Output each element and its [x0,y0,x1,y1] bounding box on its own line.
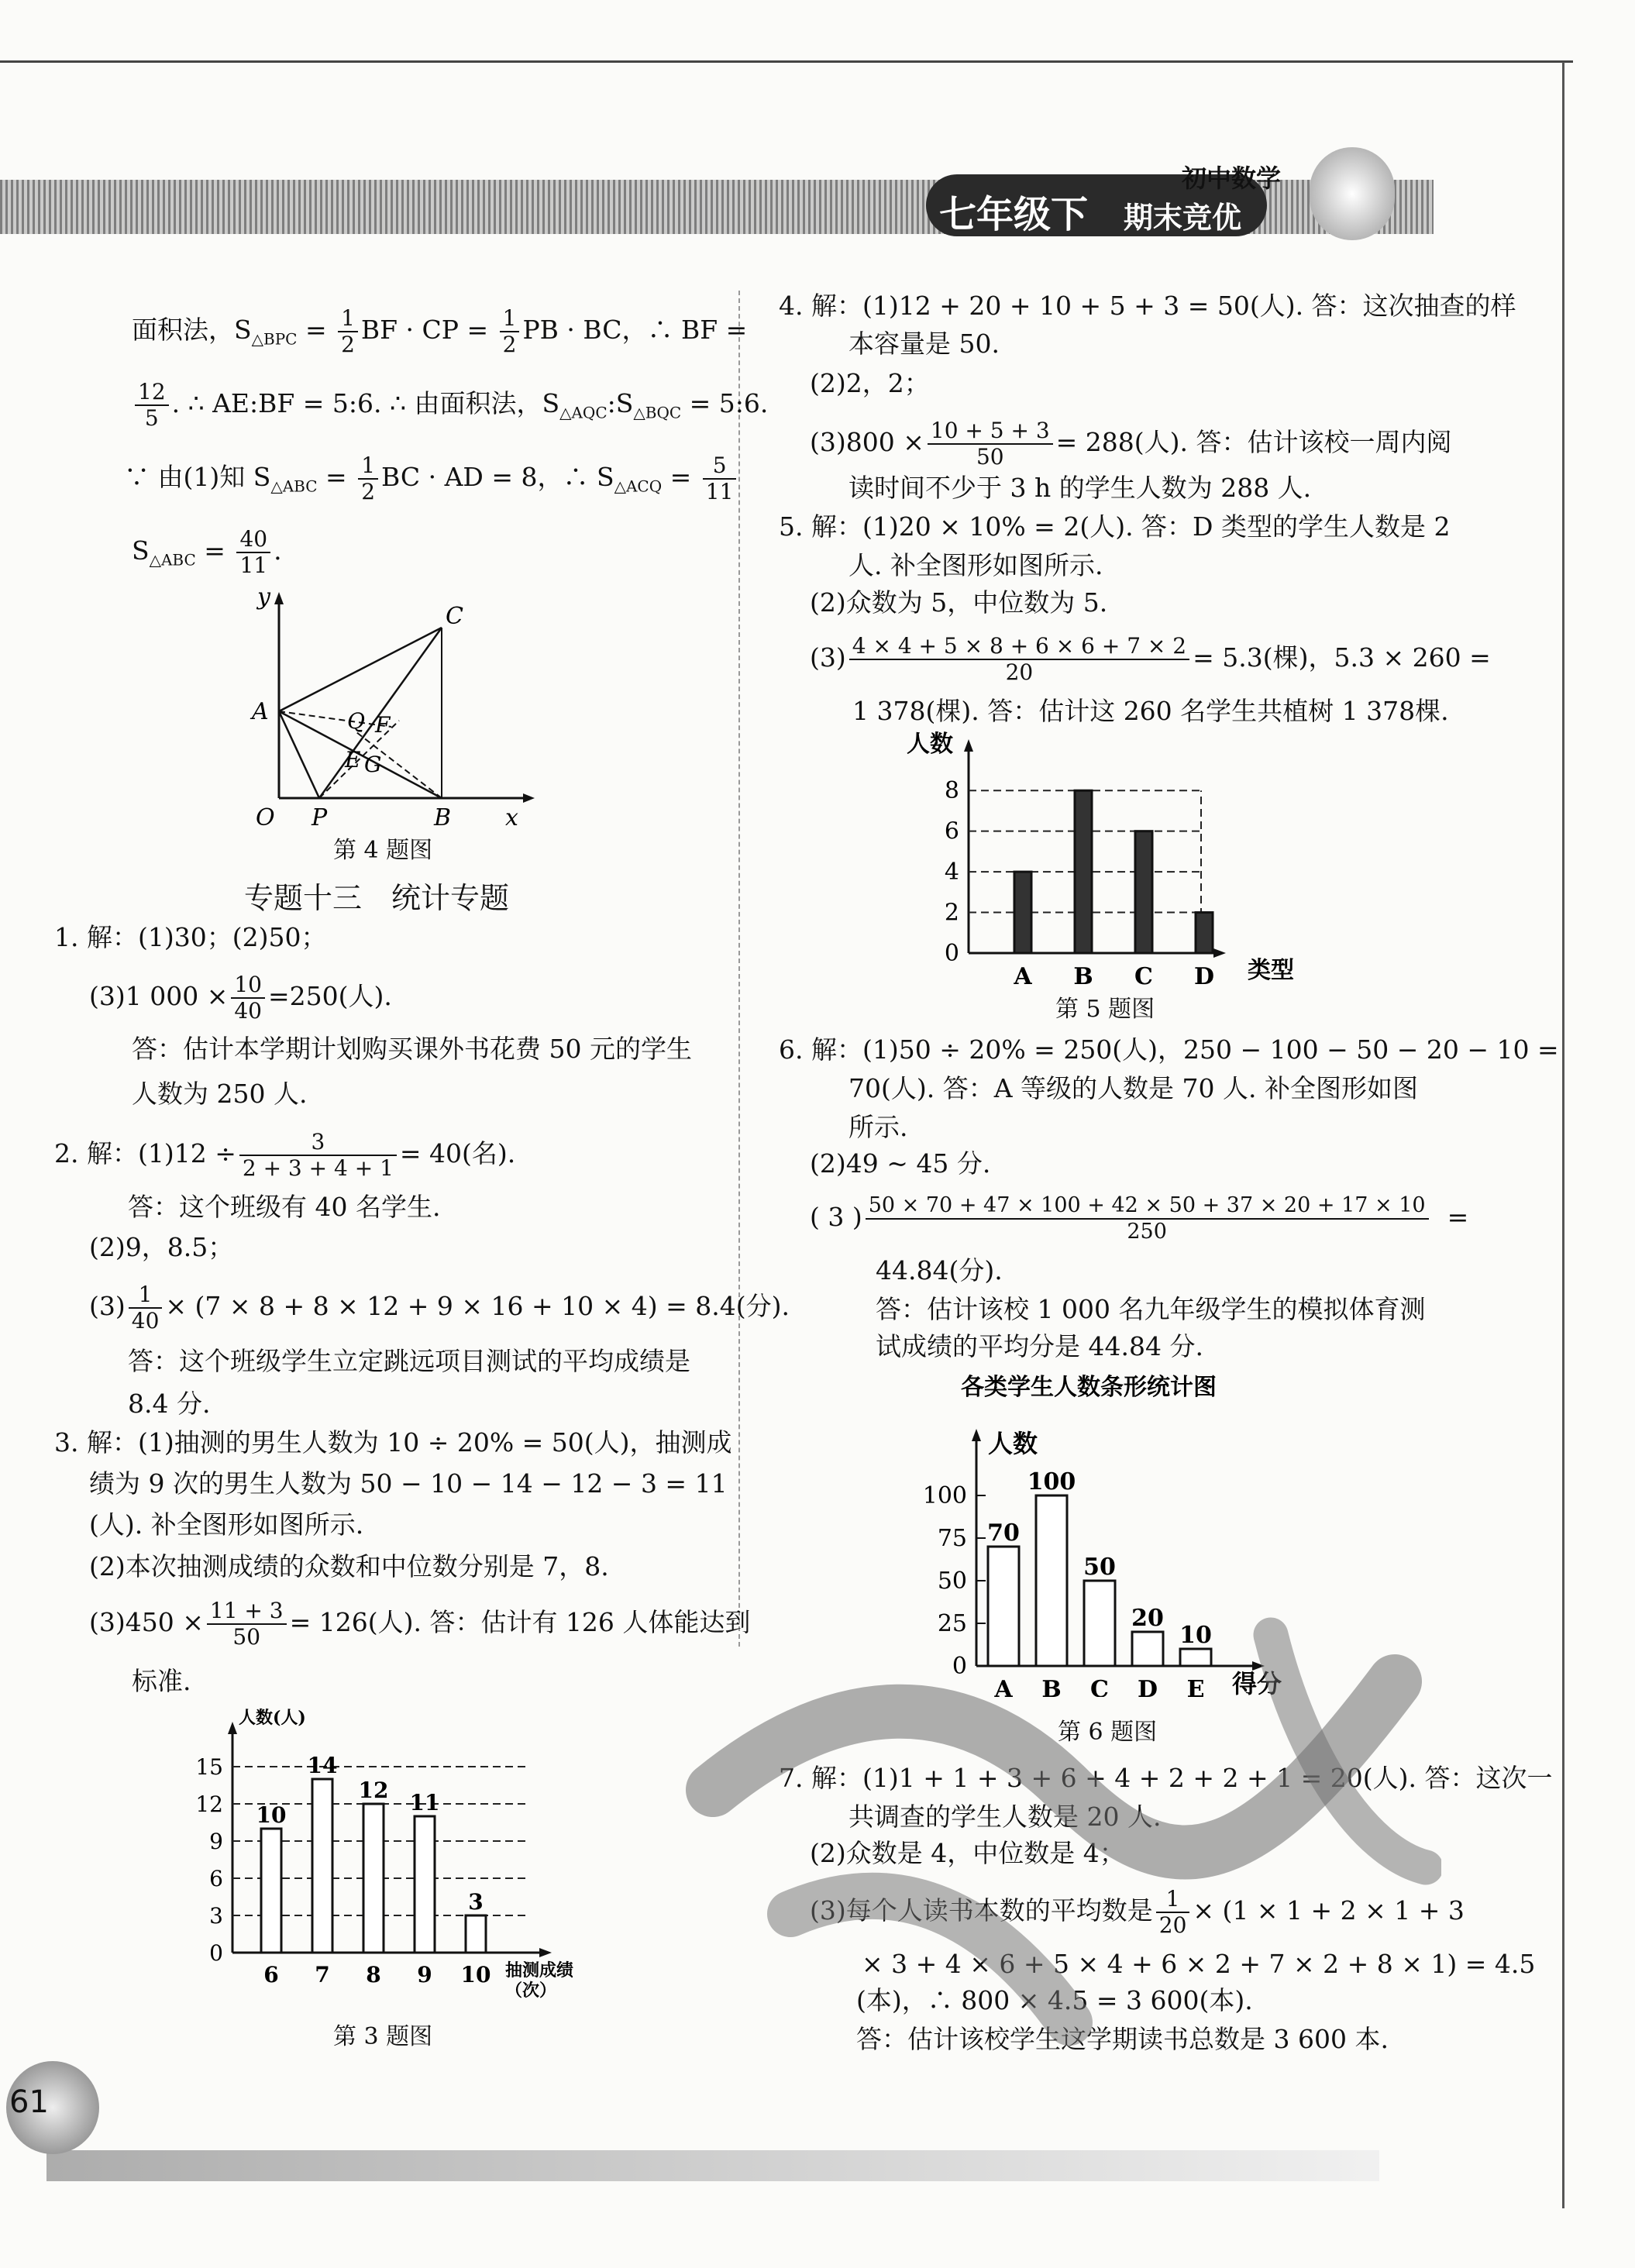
data-label: 12 [358,1778,389,1803]
y-axis-label: 人数 [988,1429,1038,1458]
y-tick-label: 75 [937,1525,967,1552]
y-tick-label: 15 [195,1754,223,1780]
q4-figure-caption: 第 4 题图 [333,837,433,864]
q6-line-5: ( 3 ) $\frac{50 \times 70 + 47 \times 100 + 42 \times 50 + 37 \times 20 + 17 \times 10}{250}$ = [810,1193,1469,1244]
bar-7 [312,1779,332,1953]
y-tick-label: 6 [209,1866,223,1891]
x-tick-label: D [1137,1676,1158,1697]
q1-line-3: 答：估计本学期计划购买课外书花费 50 元的学生 [132,1034,692,1064]
q1-line-4: 人数为 250 人. [132,1079,308,1109]
q5-line-5: 1 378(棵). 答：估计这 260 名学生共植树 1 378棵. [852,696,1449,726]
data-label: 3 [468,1889,484,1915]
y-axis-arrow [964,739,973,752]
y-axis-arrow [228,1722,237,1734]
fig-label-c: C [446,603,463,630]
q5-line-2: 人. 补全图形如图所示. [848,550,1103,580]
footer-band [46,2150,1379,2181]
y-tick-label: 100 [922,1482,967,1509]
fig-label-a: A [252,698,269,725]
data-label: 50 [1083,1554,1116,1581]
data-label: 20 [1131,1605,1164,1632]
y-tick-label: 25 [937,1610,967,1637]
data-label: 70 [987,1519,1020,1547]
q7-line-2: 共调查的学生人数是 20 人. [848,1802,1162,1832]
p4-line-4: $S_{\triangle ABC}$ = $\frac{40}{11}$ . [132,526,282,578]
q5-figure-caption: 第 5 题图 [1055,996,1155,1023]
fig-label-q: Q [347,708,365,734]
x-axis-arrow [1213,948,1226,958]
x-tick-label: 7 [315,1962,330,1988]
y-tick-label: 0 [944,940,959,967]
p4-line-1: 面积法，$S_{\triangle BPC}$ = $\frac{1}{2}$ BF · CP = $\frac{1}{2}$ PB · BC，∴ BF = [132,305,748,357]
q3-line-1: 3. 解：(1)抽测的男生人数为 10 ÷ 20% = 50(人)，抽测成 [54,1427,732,1458]
fig-label-b: B [434,804,452,829]
q3-bar-chart [186,1705,620,2015]
q3-figure-caption: 第 3 题图 [333,2023,433,2050]
q4-line-5: 读时间不少于 3 h 的学生人数为 288 人. [848,473,1312,503]
lightbulb-icon [1310,147,1395,240]
q7-line-1: 7. 解：(1)1 + 1 + 3 + 6 + 4 + 2 + 2 + 1 = 20(人). 答：这次一 [779,1763,1553,1793]
q1-line-2: (3)1 000 × $\frac{10}{40}$ =250(人). [89,972,392,1024]
data-label: 100 [1027,1468,1076,1495]
y-tick-label: 9 [209,1829,223,1854]
bar-D [1196,913,1213,953]
q5-bar-chart [891,728,1325,992]
bar-10 [466,1915,486,1953]
bar-6 [261,1829,281,1953]
x-tick-label: E [1186,1676,1205,1697]
q7-line-7: 答：估计该校学生这学期读书总数是 3 600 本. [856,2024,1389,2054]
fig-label-y: y [257,583,270,611]
fig-label-f: F [375,712,391,738]
q2-line-4: (3) $\frac{1}{40}$ × (7 × 8 + 8 × 12 + 9 × 16 + 10 × 4) = 8.4(分). [89,1282,790,1334]
bar-B [1075,790,1092,953]
q5-line-3: (2)众数为 5，中位数为 5. [810,587,1108,618]
fig-label-e: E [345,747,361,773]
y-tick-label: 3 [209,1903,223,1929]
q1-line-1: 1. 解：(1)30；(2)50； [54,922,327,952]
q6-line-1: 6. 解：(1)50 ÷ 20% = 250(人)，250 − 100 − 50 − 20 − 10 = [779,1034,1559,1065]
data-label: 14 [307,1753,338,1778]
data-label: 10 [1179,1622,1212,1649]
y-axis-label: 人数 [907,731,953,758]
y-tick-label: 0 [952,1653,967,1680]
x-tick-label: 9 [417,1962,432,1988]
y-tick-label: 6 [944,817,959,845]
x-tick-label: 6 [263,1962,279,1988]
q2-line-3: (2)9，8.5； [89,1232,234,1262]
page-number: 61 [9,2084,49,2120]
x-axis-label: 得分 [1232,1669,1282,1697]
x-axis-label-2: （次） [505,1981,557,2001]
y-tick-label: 0 [209,1940,223,1966]
watermark-brush [666,1588,1441,2115]
x-tick-label: 8 [366,1962,381,1988]
q2-line-2: 答：这个班级有 40 名学生. [128,1192,441,1222]
x-tick-label: C [1090,1676,1109,1697]
chart-title: 各类学生人数条形统计图 [961,1374,1217,1401]
q6-line-3: 所示. [848,1112,908,1142]
x-tick-label: B [1073,963,1093,990]
data-label: 11 [409,1790,440,1815]
fig-label-g: G [364,752,382,777]
y-tick-label: 8 [944,777,959,805]
x-tick-label: B [1041,1676,1062,1697]
y-tick-label: 12 [195,1791,223,1817]
x-axis-label: 类型 [1248,957,1294,984]
fig-label-p: P [312,804,328,829]
y-tick-label: 2 [944,899,959,927]
y-axis-label: 人数(人) [239,1708,306,1728]
bar-9 [415,1816,435,1953]
y-tick-label: 50 [937,1568,967,1595]
data-label: 10 [256,1802,287,1828]
section-title: 专题十三 统计专题 [244,881,510,915]
grade-label: 七年级下 [939,193,1089,236]
y-tick-label: 4 [944,859,959,886]
subject-label: 初中数学 [1182,163,1282,193]
right-margin-rule [1562,62,1564,2208]
q3-line-4: (2)本次抽测成绩的众数和中位数分别是 7，8. [89,1551,609,1581]
x-axis-label: 抽测成绩 [505,1960,574,1981]
bar-8 [363,1804,384,1953]
q2-line-1: 2. 解：(1)12 ÷ $\frac{3}{2 + 3 + 4 + 1}$ = 40(名). [54,1129,516,1181]
q4-line-4: (3)800 × $\frac{10 + 5 + 3}{50}$ = 288(人). 答：估计该校一周内阅 [810,418,1452,470]
q3-line-3: (人). 补全图形如图所示. [89,1509,364,1540]
q7-line-4: (3)每个人读书本数的平均数是 $\frac{1}{20}$ × (1 × 1 + 2 × 1 + 3 [810,1886,1465,1938]
q4-line-1: 4. 解：(1)12 + 20 + 10 + 5 + 3 = 50(人). 答：这次抽查的样 [779,291,1516,321]
y-axis-arrow [972,1429,981,1441]
q6-line-4: (2)49 ~ 45 分. [810,1148,991,1179]
p4-line-2: $\frac{12}{5}$ . ∴ AE:BF = 5:6. ∴ 由面积法，$S_{\triangle AQC}:S_{\triangle BQC}$ = 5:6. [132,380,768,431]
x-tick-label: A [994,1676,1013,1697]
q2-line-5: 答：这个班级学生立定跳远项目测试的平均成绩是 [128,1346,690,1376]
q5-line-4: (3) $\frac{4 \times 4 + 5 \times 8 + 6 \times 6 + 7 \times 2}{20}$ = 5.3(棵)，5.3 × 260 = [810,633,1491,685]
q4-line-2: 本容量是 50. [848,329,1000,359]
q7-line-6: (本)，∴ 800 × 4.5 = 3 600(本). [856,1985,1253,2015]
q5-line-1: 5. 解：(1)20 × 10% = 2(人). 答：D 类型的学生人数是 2 [779,511,1451,542]
q4-line-3: (2)2，2； [810,368,930,398]
top-rule [0,60,1573,63]
x-tick-label: C [1134,963,1153,990]
p4-line-3: ∵ 由(1)知 $S_{\triangle ABC}$ = $\frac{1}{2}$ BC · AD = 8，∴ $S_{\triangle ACQ}$ = $\frac{5}{11}$ [124,453,739,504]
q7-line-5: × 3 + 4 × 6 + 5 × 4 + 6 × 2 + 7 × 2 + 8 × 1) = 4.5 [862,1949,1536,1979]
x-tick-label: D [1193,963,1215,990]
q6-line-8: 试成绩的平均分是 44.84 分. [876,1331,1203,1361]
x-axis-arrow [539,1948,552,1957]
q6-line-2: 70(人). 答：A 等级的人数是 70 人. 补全图形如图 [848,1073,1418,1103]
series-label: 期末竞优 [1124,200,1242,235]
q2-line-6: 8.4 分. [128,1389,211,1419]
q3-line-6: 标准. [132,1666,191,1696]
q3-line-5: (3)450 × $\frac{11 + 3}{50}$ = 126(人). 答：估计有 126 人体能达到 [89,1598,751,1650]
fig-label-o: O [256,804,275,829]
bar-A [1014,872,1031,953]
q3-line-2: 绩为 9 次的男生人数为 50 − 10 − 14 − 12 − 3 = 11 [89,1468,728,1499]
q4-geometry-figure [232,581,542,829]
q6-figure-caption: 第 6 题图 [1058,1719,1158,1746]
q6-line-7: 答：估计该校 1 000 名九年级学生的模拟体育测 [876,1294,1426,1324]
fig-label-x: x [505,804,518,829]
bar-C [1135,831,1152,953]
x-tick-label: 10 [460,1962,491,1988]
q7-line-3: (2)众数是 4，中位数是 4； [810,1838,1125,1868]
x-tick-label: A [1014,963,1032,990]
q6-line-6: 44.84(分). [876,1255,1003,1285]
